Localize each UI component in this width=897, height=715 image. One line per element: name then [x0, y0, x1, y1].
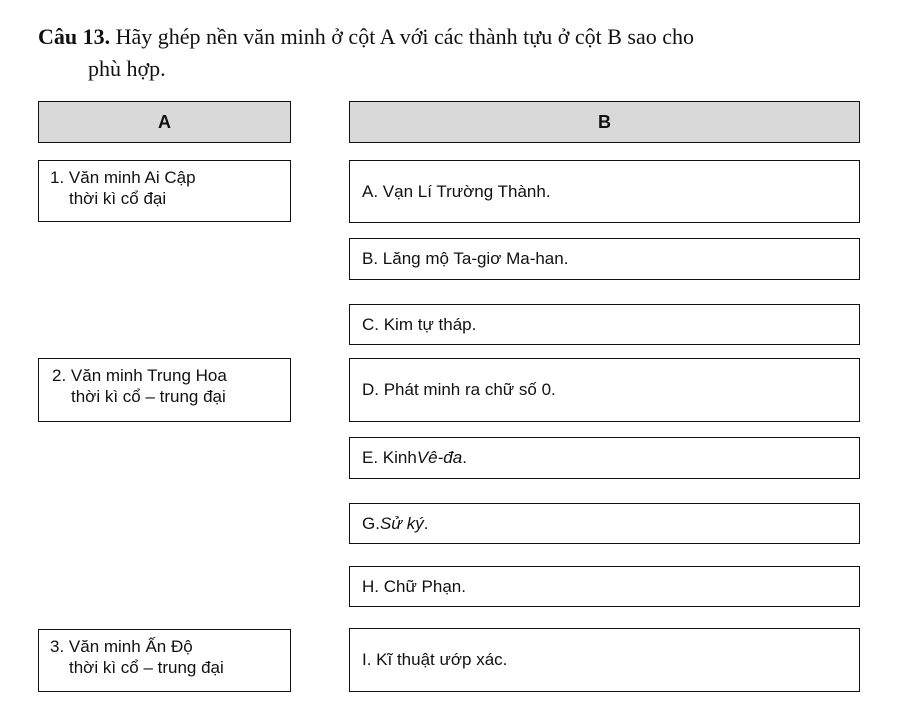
question-prompt — [38, 22, 868, 81]
column-b-item-a-text: A. Vạn Lí Trường Thành. — [362, 181, 551, 201]
column-a-item-2-line1: 2. Văn minh Trung Hoa — [52, 366, 227, 385]
column-b-item-e-suffix: . — [462, 448, 467, 467]
column-a-header: A — [38, 101, 291, 143]
column-b-item-g — [349, 503, 860, 544]
column-b-item-g-suffix: . — [423, 513, 429, 533]
column-b-item-h — [349, 566, 860, 607]
column-b-item-e — [349, 437, 860, 479]
column-b-item-h-text: H. Chữ Phạn. — [362, 576, 466, 596]
column-a-item-3 — [38, 629, 291, 692]
column-a-item-2-line2: thời kì cổ – trung đại — [71, 387, 226, 406]
column-b-item-e-italic: Vê-đa — [416, 448, 463, 467]
column-b-item-b-text: B. Lăng mộ Ta-giơ Ma-han. — [362, 249, 569, 268]
column-a-item-1-line1: 1. Văn minh Ai Cập — [50, 168, 196, 187]
column-b-item-b — [349, 238, 860, 280]
column-b-item-i — [349, 628, 860, 692]
column-b-item-d-text: D. Phát minh ra chữ số 0. — [362, 380, 556, 399]
column-b-item-d — [349, 358, 860, 422]
column-b-header: B — [349, 101, 860, 143]
column-b-item-c — [349, 304, 860, 345]
question-text-line1: Hãy ghép nền văn minh ở cột A với các thành tựu ở cột B sao cho — [110, 24, 694, 49]
column-a-item-2 — [38, 358, 291, 422]
column-a-item-1-line2: thời kì cổ đại — [69, 189, 167, 208]
column-b-item-c-text: C. Kim tự tháp. — [362, 314, 477, 334]
column-b-item-a — [349, 160, 860, 223]
question-label: Câu 13. — [38, 24, 111, 49]
question-text-line2: phù hợp. — [88, 56, 166, 81]
column-a-item-3-line1: 3. Văn minh Ấn Độ — [50, 637, 193, 656]
column-b-item-g-italic: Sử ký — [379, 513, 424, 533]
column-a-item-1 — [38, 160, 291, 222]
column-b-item-e-prefix: E. Kinh — [362, 448, 417, 467]
column-b-item-g-prefix: G. — [362, 513, 380, 533]
column-a-item-3-line2: thời kì cổ – trung đại — [69, 658, 224, 677]
column-b-item-i-text: I. Kĩ thuật ướp xác. — [362, 650, 508, 669]
